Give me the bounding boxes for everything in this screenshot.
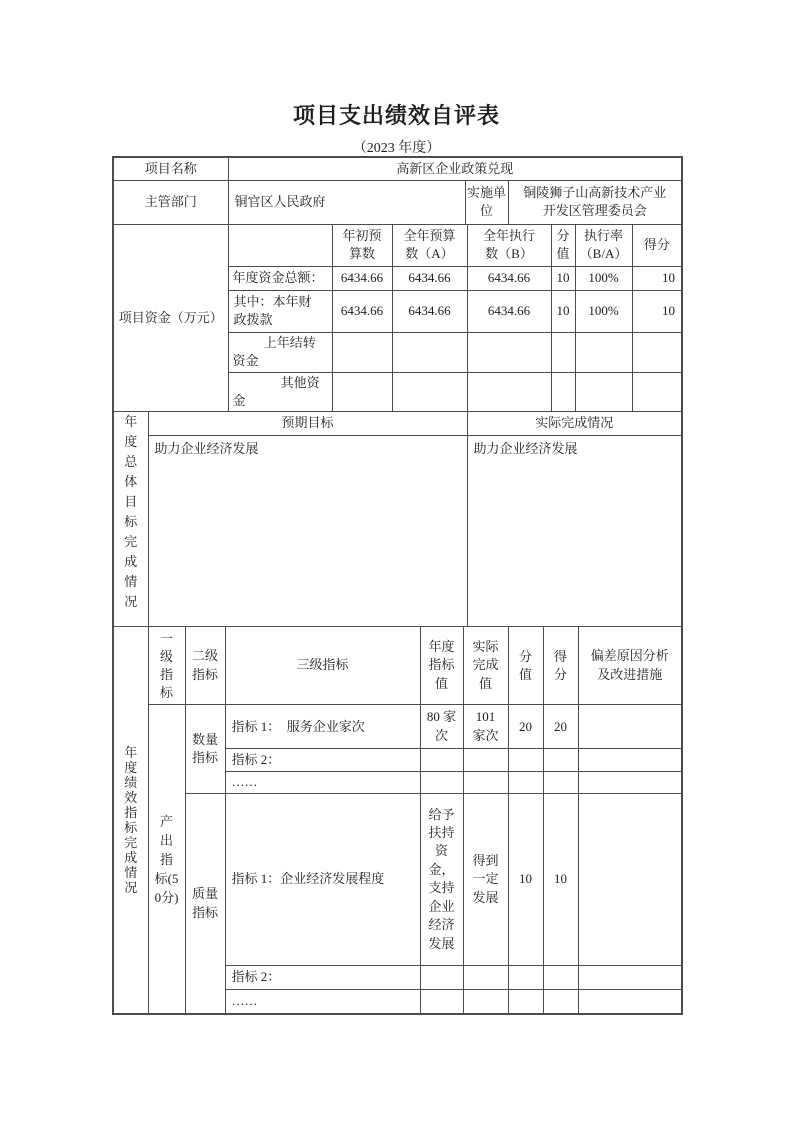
page-subtitle: （2023 年度） (352, 141, 441, 156)
funding-section-label: 项目资金（万元） (114, 225, 228, 412)
indicators-header-score-text: 分值 (518, 648, 532, 682)
dept-value: 铜官区人民政府 (228, 181, 465, 225)
dept-label: 主管部门 (114, 181, 228, 225)
funding-cell-other-score (632, 372, 681, 412)
indicator-deviation-quantity-2 (578, 749, 681, 772)
goal-section-label-text: 年度总体目标完成情况 (124, 414, 138, 610)
funding-cell-fiscal-execution: 6434.66 (467, 290, 551, 332)
funding-cell-other-budget (392, 372, 467, 412)
indicators-header-actual: 实际完成值 (463, 627, 508, 705)
funding-cell-total-execution: 6434.66 (467, 266, 551, 290)
funding-cell-fiscal-budget: 6434.66 (392, 290, 467, 332)
indicator-actual-quantity-etc (463, 772, 508, 793)
funding-cell-other-execution (467, 372, 551, 412)
funding-cell-total-initial: 6434.66 (332, 266, 392, 290)
indicator-score-quantity-etc (508, 772, 543, 793)
funding-col-header-score-max: 分值 (551, 225, 575, 266)
indicator-gained-quantity-etc (543, 772, 578, 793)
funding-col-header-initial-budget: 年初预算数 (332, 225, 392, 266)
indicators-section-label-text: 年度绩效指标完成情况 (124, 745, 138, 896)
funding-col-header-annual-budget: 全年预算数（A） (392, 225, 467, 266)
indicator-deviation-quantity-1 (578, 705, 681, 749)
indicators-header-level1-text: 一级指标 (159, 630, 173, 700)
indicator-score-quantity-2 (508, 749, 543, 772)
funding-header-blank (228, 225, 332, 266)
indicator-target-quality-1: 给予扶持资金，支持企业经济发展 (420, 793, 463, 965)
indicator-score-quality-2 (508, 965, 543, 989)
indicator-name-quality-2: 指标 2： (225, 965, 420, 989)
indicator-gained-quality-2 (543, 965, 578, 989)
funding-cell-fiscal-initial: 6434.66 (332, 290, 392, 332)
funding-cell-carryover-score-max (551, 332, 575, 372)
funding-col-header-annual-execution: 全年执行数（B） (467, 225, 551, 266)
indicator-actual-quality-1: 得到一定发展 (463, 793, 508, 965)
indicator-score-quantity-1: 20 (508, 705, 543, 749)
indicator-deviation-quality-2 (578, 965, 681, 989)
funding-cell-carryover-budget (392, 332, 467, 372)
funding-row-label-carryover: 上年结转资金 (228, 332, 332, 372)
goal-actual-header: 实际完成情况 (467, 412, 681, 435)
indicator-gained-quality-etc (543, 989, 578, 1013)
funding-cell-fiscal-score-max: 10 (551, 290, 575, 332)
department-band (114, 181, 681, 226)
indicator-name-quantity-etc: …… (225, 772, 420, 793)
funding-band (114, 225, 681, 412)
project-name-label: 项目名称 (114, 158, 228, 180)
indicator-target-quality-etc (420, 989, 463, 1013)
indicators-header-score (508, 627, 543, 705)
funding-col-header-score: 得分 (632, 225, 681, 266)
indicators-header-gained (543, 627, 578, 705)
indicator-score-quality-etc (508, 989, 543, 1013)
funding-cell-carryover-execution (467, 332, 551, 372)
indicator-actual-quantity-2 (463, 749, 508, 772)
project-name-band (114, 158, 681, 181)
self-evaluation-table (112, 156, 683, 1015)
indicators-header-level3: 三级指标 (225, 627, 420, 705)
funding-cell-carryover-initial (332, 332, 392, 372)
funding-row-label-total: 年度资金总额： (228, 266, 332, 290)
funding-cell-other-initial (332, 372, 392, 412)
indicators-header-deviation: 偏差原因分析及改进措施 (578, 627, 681, 705)
indicators-header-gained-text: 得分 (553, 648, 567, 682)
indicator-name-quantity-2: 指标 2： (225, 749, 420, 772)
indicator-deviation-quality-etc (578, 989, 681, 1013)
indicator-deviation-quality-1 (578, 793, 681, 965)
level2-group-quality: 质量指标 (185, 793, 225, 1013)
impl-unit-label: 实施单位 (465, 181, 508, 225)
goal-actual-text: 助力企业经济发展 (467, 435, 681, 626)
indicator-actual-quality-etc (463, 989, 508, 1013)
indicators-header-level1 (148, 627, 185, 705)
funding-row-label-fiscal: 其中：本年财政拨款 (228, 290, 332, 332)
indicators-header-target: 年度指标值 (420, 627, 463, 705)
funding-row-label-other: 其他资金 (228, 372, 332, 412)
funding-cell-total-score-max: 10 (551, 266, 575, 290)
funding-cell-other-score-max (551, 372, 575, 412)
indicator-target-quantity-2 (420, 749, 463, 772)
indicator-target-quality-2 (420, 965, 463, 989)
indicator-target-quantity-1: 80 家次 (420, 705, 463, 749)
indicator-name-quantity-1: 指标 1： 服务企业家次 (225, 705, 420, 749)
indicator-actual-quality-2 (463, 965, 508, 989)
indicator-gained-quality-1: 10 (543, 793, 578, 965)
page-title: 项目支出绩效自评表 (292, 103, 500, 128)
funding-cell-total-rate: 100% (575, 266, 632, 290)
indicators-header-level2: 二级指标 (185, 627, 225, 705)
indicators-section-label (114, 627, 148, 1013)
level1-group-output-text: 产出指标(50分) (154, 813, 179, 905)
goal-section-label (114, 412, 148, 626)
impl-unit-value: 铜陵狮子山高新技术产业开发区管理委员会 (508, 181, 681, 225)
level1-group-output (148, 705, 185, 1013)
indicator-deviation-quantity-etc (578, 772, 681, 793)
indicator-target-quantity-etc (420, 772, 463, 793)
funding-cell-total-score: 10 (632, 266, 681, 290)
funding-cell-carryover-rate (575, 332, 632, 372)
indicator-name-quality-etc: …… (225, 989, 420, 1013)
indicator-name-quality-1: 指标 1：企业经济发展程度 (225, 793, 420, 965)
indicator-score-quality-1: 10 (508, 793, 543, 965)
funding-cell-carryover-score (632, 332, 681, 372)
funding-cell-fiscal-score: 10 (632, 290, 681, 332)
funding-cell-other-rate (575, 372, 632, 412)
indicator-gained-quantity-2 (543, 749, 578, 772)
funding-cell-fiscal-rate: 100% (575, 290, 632, 332)
level2-group-quantity: 数量指标 (185, 705, 225, 793)
annual-goal-band (114, 412, 681, 627)
goal-expected-header: 预期目标 (148, 412, 467, 435)
indicator-actual-quantity-1: 101 家次 (463, 705, 508, 749)
funding-col-header-execution-rate: 执行率（B/A） (575, 225, 632, 266)
indicators-band (114, 627, 681, 1013)
funding-cell-total-budget: 6434.66 (392, 266, 467, 290)
goal-expected-text: 助力企业经济发展 (148, 435, 467, 626)
indicator-gained-quantity-1: 20 (543, 705, 578, 749)
project-name-value: 高新区企业政策兑现 (228, 158, 681, 180)
